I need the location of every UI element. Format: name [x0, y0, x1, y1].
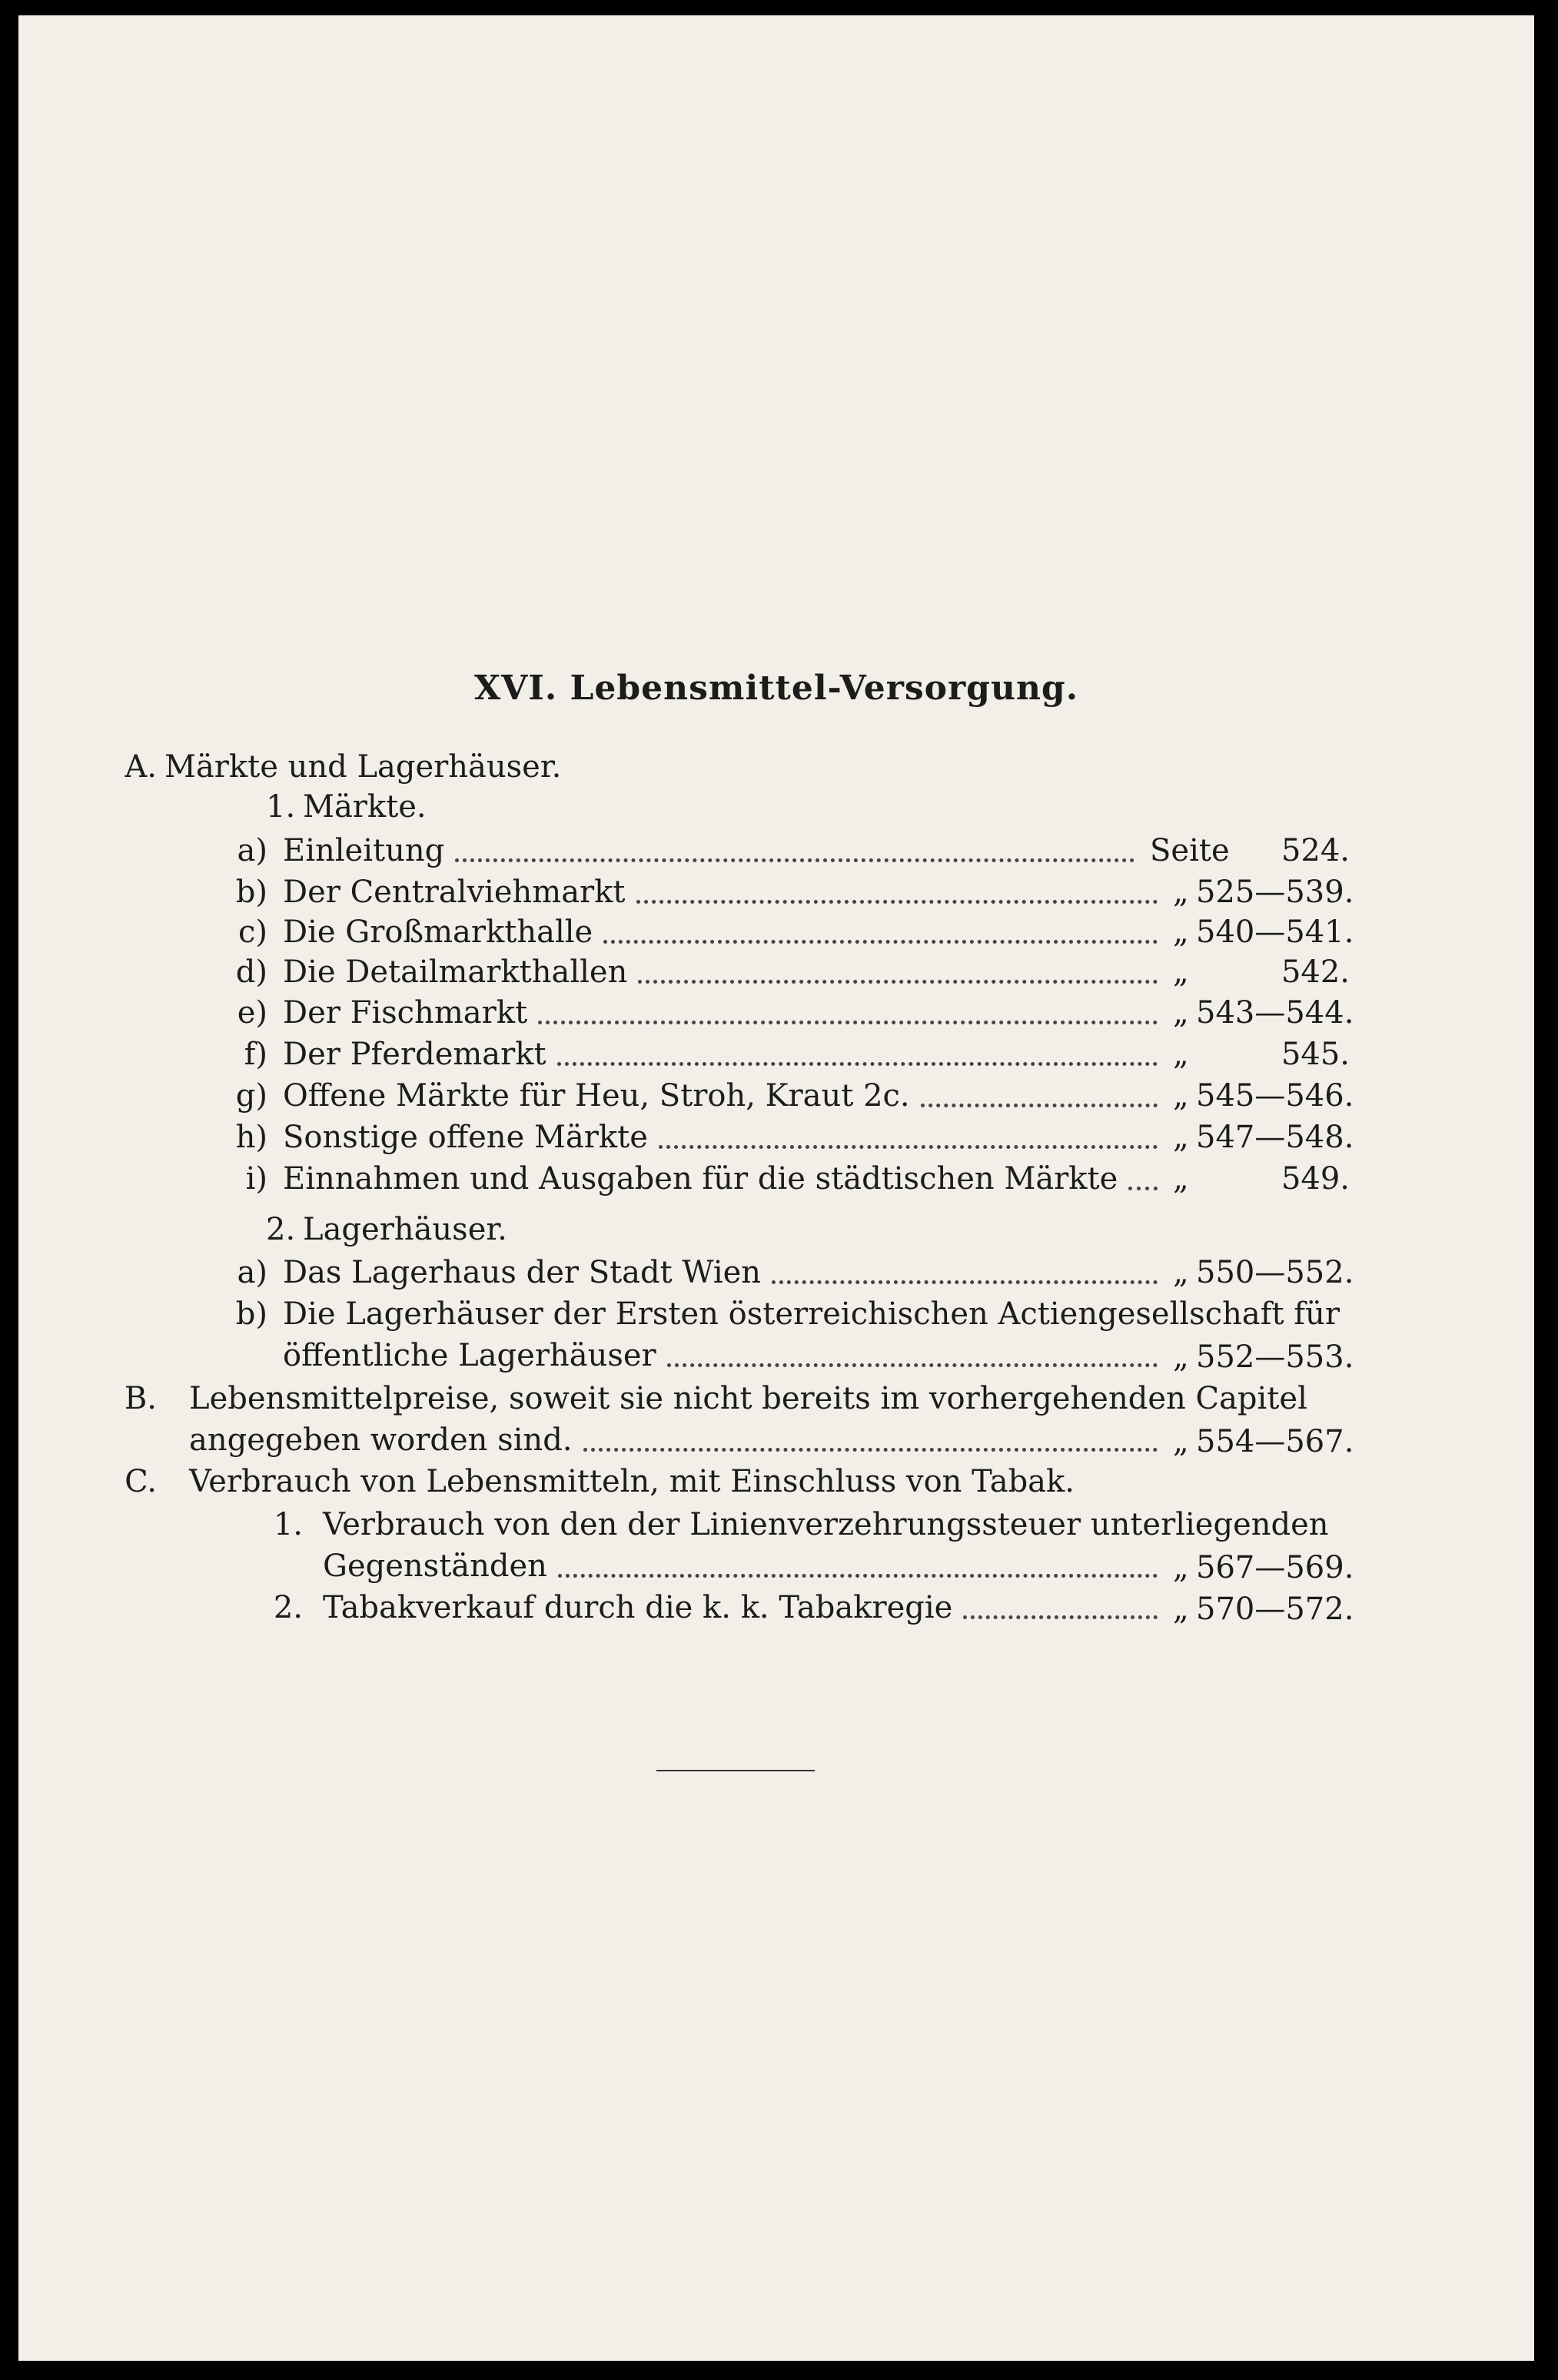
- subsection-number-1: 1.: [266, 789, 296, 825]
- leader-dots: [659, 1145, 1158, 1149]
- toc-entry-number: 1.: [273, 1507, 303, 1542]
- section-letter-c: C.: [125, 1464, 157, 1499]
- section-title-b-line1: Lebensmittelpreise, soweit sie nicht bereits im vorhergehenden Capitel: [189, 1381, 1307, 1416]
- toc-entry-page-label: Seite: [1150, 833, 1230, 868]
- toc-entry-title-line2: öffentliche Lagerhäuser: [283, 1338, 656, 1373]
- leader-dots: [557, 1062, 1158, 1066]
- toc-entry-letter: i): [245, 1161, 267, 1197]
- toc-entry-title: Tabakverkauf durch die k. k. Tabakregie: [323, 1590, 953, 1625]
- toc-entry-letter: a): [237, 1255, 267, 1290]
- subsection-title-1: Märkte.: [303, 789, 427, 825]
- document-page: [18, 15, 1534, 2361]
- toc-entry-pages: 543—544.: [1196, 995, 1354, 1031]
- toc-entry-page-label: „: [1173, 1592, 1189, 1627]
- toc-entry-letter: g): [235, 1078, 267, 1114]
- toc-entry-title: Die Großmarkthalle: [283, 914, 593, 950]
- toc-entry-pages: 554—567.: [1196, 1424, 1354, 1459]
- toc-entry-letter: c): [238, 914, 267, 950]
- leader-dots: [921, 1104, 1158, 1107]
- toc-entry-letter: h): [235, 1120, 267, 1155]
- toc-entry-pages: 524.: [1281, 833, 1350, 868]
- toc-entry-pages: 552—553.: [1196, 1339, 1354, 1375]
- leader-dots: [583, 1448, 1158, 1452]
- toc-entry-title: Sonstige offene Märkte: [283, 1120, 648, 1155]
- section-title-a: Märkte und Lagerhäuser.: [164, 749, 562, 785]
- leader-dots: [636, 900, 1158, 904]
- toc-entry-pages: 545.: [1281, 1037, 1350, 1072]
- toc-entry-letter: b): [235, 1296, 267, 1332]
- leader-dots: [603, 940, 1158, 944]
- leader-dots: [963, 1615, 1158, 1619]
- toc-entry-letter: a): [237, 833, 267, 868]
- toc-entry-title: Die Detailmarkthallen: [283, 954, 628, 990]
- leader-dots: [558, 1574, 1158, 1578]
- toc-entry-pages: 540—541.: [1196, 914, 1354, 950]
- toc-entry-pages: 550—552.: [1196, 1255, 1354, 1290]
- toc-entry-page-label: „: [1173, 1078, 1189, 1114]
- toc-entry-title-line2: Gegenständen: [323, 1548, 547, 1584]
- subsection-number-2: 2.: [266, 1212, 296, 1247]
- toc-entry-page-label: „: [1173, 1037, 1189, 1072]
- toc-entry-title: Der Pferdemarkt: [283, 1037, 546, 1072]
- toc-entry-page-label: „: [1173, 1424, 1189, 1459]
- subsection-title-2: Lagerhäuser.: [303, 1212, 507, 1247]
- leader-dots: [1128, 1187, 1158, 1190]
- toc-entry-title: Der Fischmarkt: [283, 995, 528, 1031]
- toc-entry-pages: 549.: [1281, 1161, 1350, 1197]
- toc-entry-title: Offene Märkte für Heu, Stroh, Kraut 2c.: [283, 1078, 910, 1114]
- toc-entry-letter: f): [244, 1037, 267, 1072]
- toc-entry-page-label: „: [1173, 954, 1189, 990]
- toc-entry-page-label: „: [1173, 1161, 1189, 1197]
- toc-entry-pages: 525—539.: [1196, 875, 1354, 910]
- toc-entry-title: Das Lagerhaus der Stadt Wien: [283, 1255, 762, 1290]
- toc-entry-page-label: „: [1173, 1550, 1189, 1585]
- toc-entry-pages: 567—569.: [1196, 1550, 1354, 1585]
- leader-dots: [455, 858, 1134, 862]
- leader-dots: [638, 980, 1158, 984]
- section-letter-b: B.: [124, 1381, 157, 1416]
- toc-entry-page-label: „: [1173, 875, 1189, 910]
- section-title-b-line2: angegeben worden sind.: [189, 1422, 573, 1458]
- toc-entry-number: 2.: [273, 1590, 303, 1625]
- toc-entry-pages: 545—546.: [1196, 1078, 1354, 1114]
- toc-entry-pages: 547—548.: [1196, 1120, 1354, 1155]
- toc-entry-title-line1: Verbrauch von den der Linienverzehrungssteuer unterliegenden: [323, 1507, 1329, 1542]
- toc-entry-page-label: „: [1173, 1339, 1189, 1375]
- toc-entry-pages: 570—572.: [1196, 1592, 1354, 1627]
- page-title: XVI. Lebensmittel-Versorgung.: [473, 669, 1079, 708]
- toc-entry-pages: 542.: [1281, 954, 1350, 990]
- toc-entry-title: Einleitung: [283, 833, 445, 868]
- toc-entry-letter: b): [235, 875, 267, 910]
- leader-dots: [772, 1280, 1158, 1284]
- closing-rule: [656, 1770, 815, 1771]
- toc-entry-title: Einnahmen und Ausgaben für die städtischen Märkte: [283, 1161, 1118, 1197]
- toc-entry-page-label: „: [1173, 995, 1189, 1031]
- toc-entry-page-label: „: [1173, 1120, 1189, 1155]
- toc-entry-page-label: „: [1173, 914, 1189, 950]
- toc-entry-letter: e): [237, 995, 267, 1031]
- toc-entry-page-label: „: [1173, 1255, 1189, 1290]
- leader-dots: [538, 1021, 1158, 1024]
- toc-entry-title: Der Centralviehmarkt: [283, 875, 626, 910]
- toc-entry-letter: d): [235, 954, 267, 990]
- section-letter-a: A.: [125, 749, 157, 785]
- toc-entry-title-line1: Die Lagerhäuser der Ersten österreichischen Actiengesellschaft für: [283, 1296, 1340, 1332]
- leader-dots: [667, 1363, 1158, 1367]
- section-title-c: Verbrauch von Lebensmitteln, mit Einschluss von Tabak.: [189, 1464, 1075, 1499]
